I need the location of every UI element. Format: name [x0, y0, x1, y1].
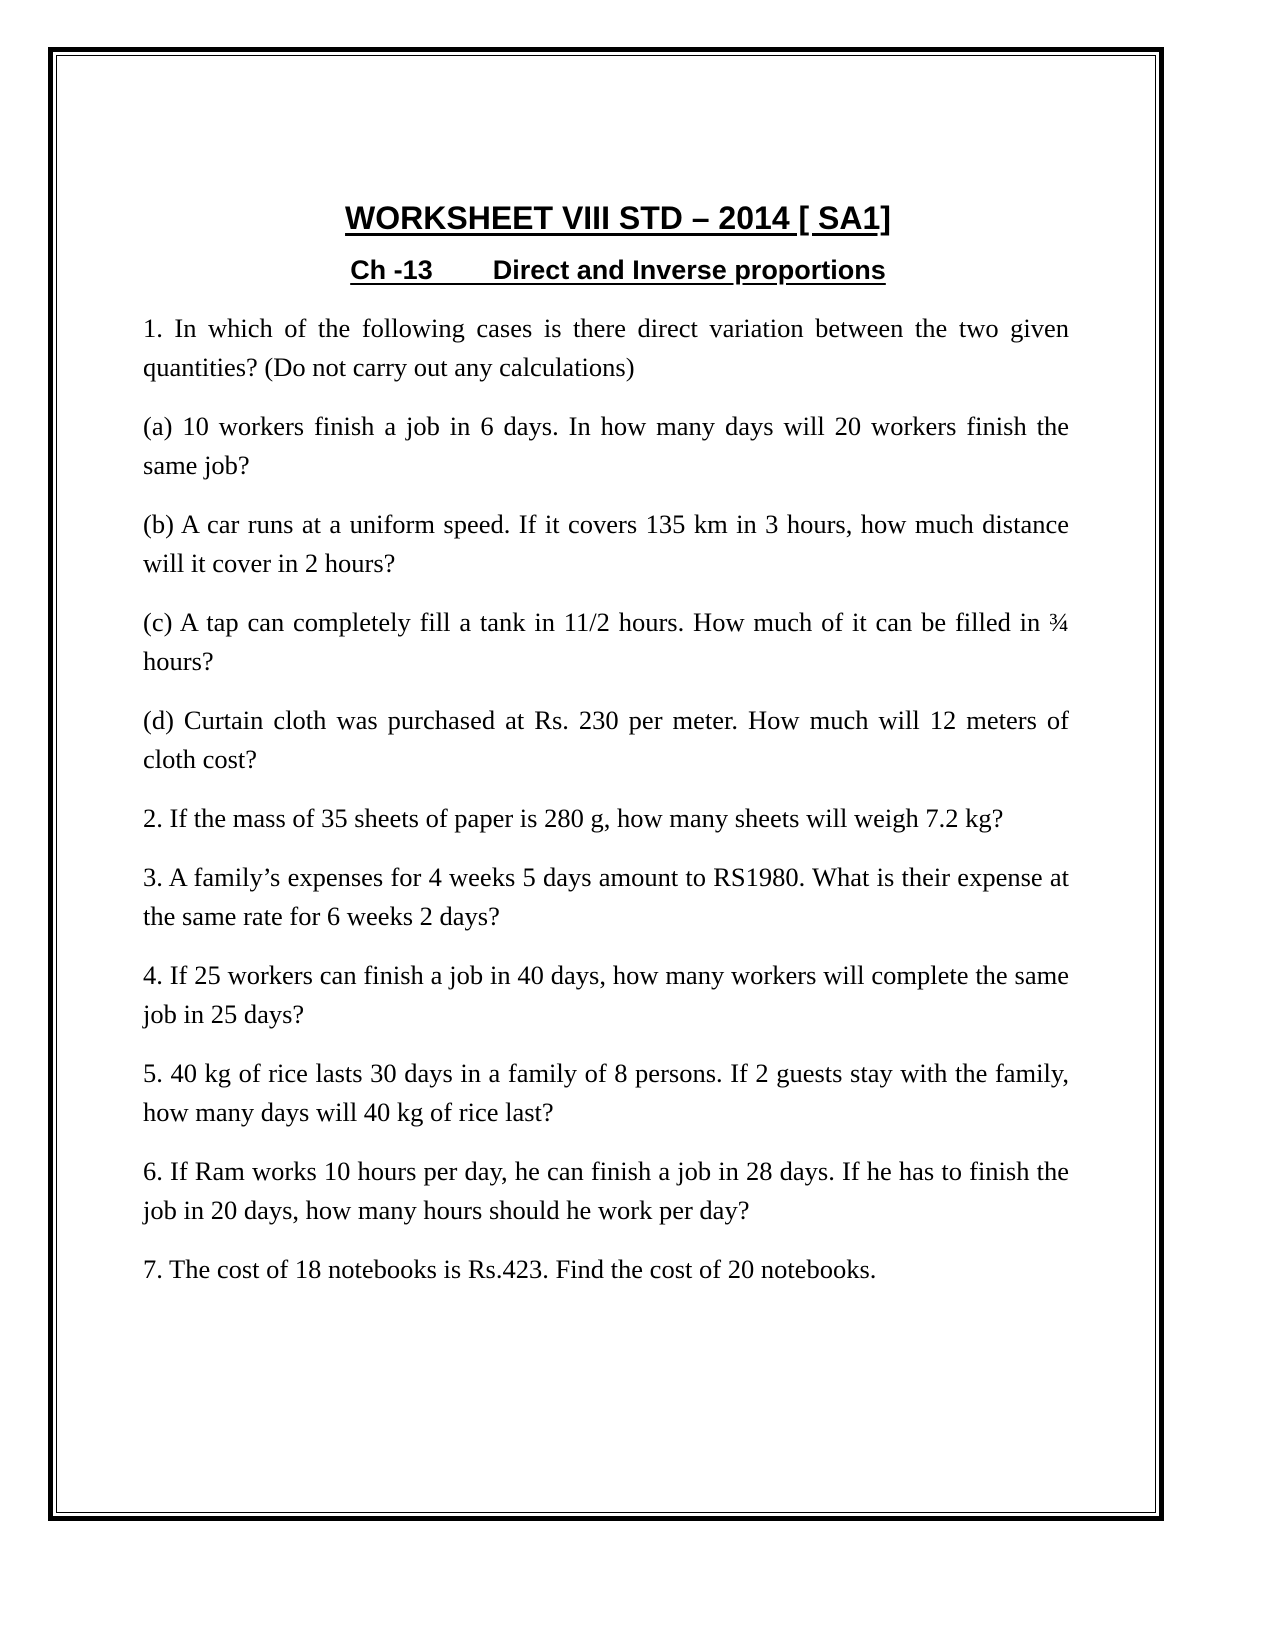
question-6: 6. If Ram works 10 hours per day, he can finish a job in 28 days. If he has to finish the job in 20 days, how many hours should he work per day?: [143, 1156, 1069, 1225]
question-3: 3. A family’s expenses for 4 weeks 5 days amount to RS1980. What is their expense at the same rate for 6 weeks 2 days?: [143, 862, 1069, 931]
worksheet-content: [143, 200, 1069, 1309]
question-1c: (c) A tap can completely fill a tank in 11/2 hours. How much of it can be filled in ¾ hours?: [143, 607, 1069, 676]
worksheet-title: WORKSHEET VIII STD – 2014 [ SA1]: [345, 200, 891, 236]
question-1: 1. In which of the following cases is there direct variation between the two given quantities? (Do not carry out any calculations): [143, 313, 1069, 382]
question-2: 2. If the mass of 35 sheets of paper is 280 g, how many sheets will weigh 7.2 kg?: [143, 803, 1004, 833]
question-5: 5. 40 kg of rice lasts 30 days in a family of 8 persons. If 2 guests stay with the family, how many days will 40 kg of rice last?: [143, 1058, 1069, 1127]
chapter-heading: Ch -13 Direct and Inverse proportions: [350, 255, 886, 285]
question-1a: (a) 10 workers finish a job in 6 days. In how many days will 20 workers finish the same job?: [143, 411, 1069, 480]
question-1b: (b) A car runs at a uniform speed. If it covers 135 km in 3 hours, how much distance will it cover in 2 hours?: [143, 509, 1069, 578]
question-4: 4. If 25 workers can finish a job in 40 days, how many workers will complete the same job in 25 days?: [143, 960, 1069, 1029]
question-7: 7. The cost of 18 notebooks is Rs.423. Find the cost of 20 notebooks.: [143, 1254, 877, 1284]
question-1d: (d) Curtain cloth was purchased at Rs. 230 per meter. How much will 12 meters of cloth cost?: [143, 705, 1069, 774]
